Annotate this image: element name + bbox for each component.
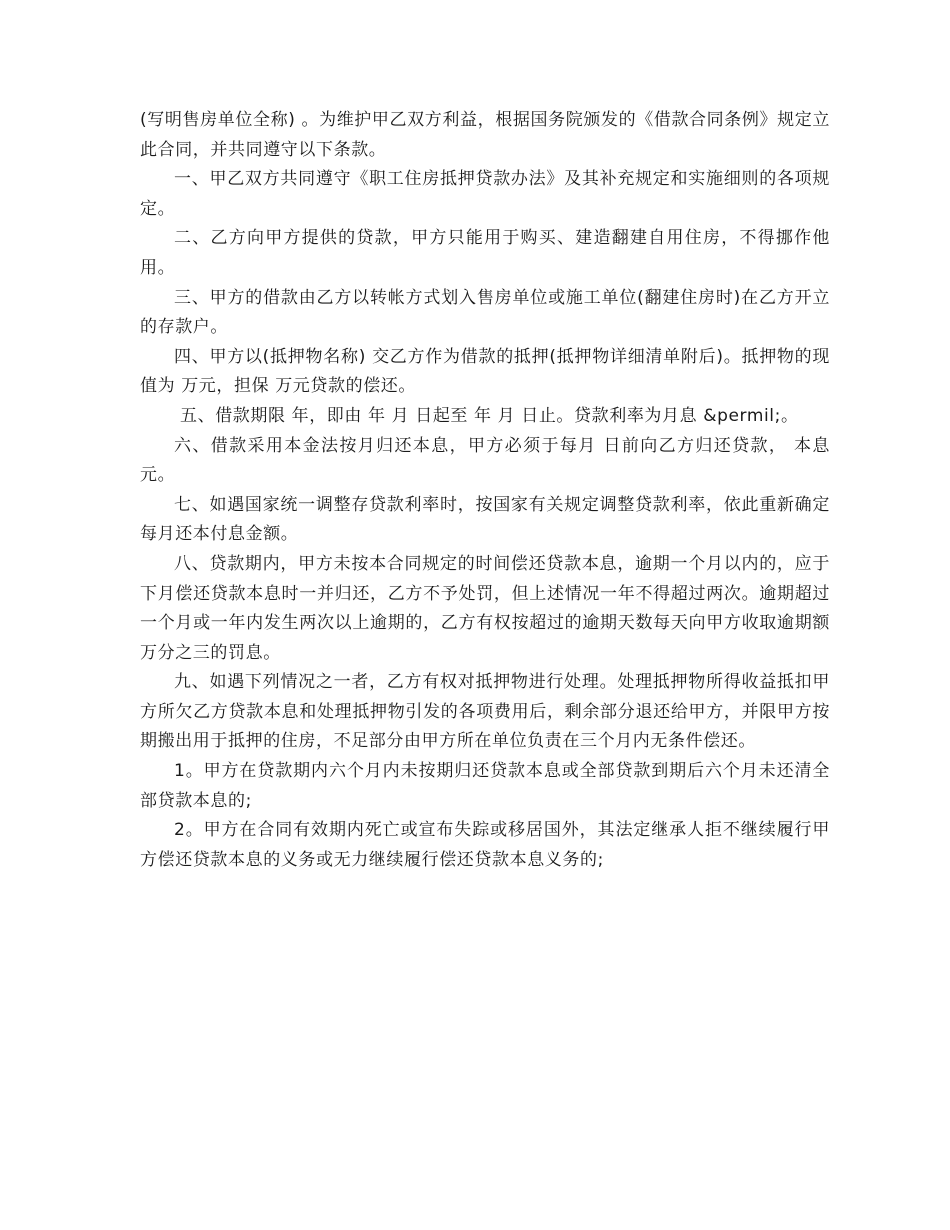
paragraph-preamble-continuation: (写明售房单位全称) 。为维护甲乙双方利益，根据国务院颁发的《借款合同条例》规定立此合同，并共同遵守以下条款。 [140, 110, 830, 160]
document-body [140, 106, 830, 875]
clause-4: 四、甲方以(抵押物名称) 交乙方作为借款的抵押(抵押物详细清单附后)。抵押物的现值为 万元，担保 万元贷款的偿还。 [140, 346, 830, 397]
clause-8: 八、贷款期内，甲方未按本合同规定的时间偿还贷款本息，逾期一个月以内的，应于下月偿还贷款本息时一并归还，乙方不予处罚，但上述情况一年不得超过两次。逾期超过一个月或一年内发生两次以上逾期的，乙方有权按超过的逾期天数每天向甲方收取逾期额万分之三的罚息。 [140, 553, 830, 663]
sub-clause-2: 2。甲方在合同有效期内死亡或宣布失踪或移居国外，其法定继承人拒不继续履行甲方偿还贷款本息的义务或无力继续履行偿还贷款本息义务的; [140, 820, 830, 870]
clause-2: 二、乙方向甲方提供的贷款，甲方只能用于购买、建造翻建自用住房，不得挪作他用。 [140, 228, 830, 278]
clause-3: 三、甲方的借款由乙方以转帐方式划入售房单位或施工单位(翻建住房时)在乙方开立的存款户。 [140, 287, 830, 338]
clause-7: 七、如遇国家统一调整存贷款利率时，按国家有关规定调整贷款利率，依此重新确定每月还本付息金额。 [140, 494, 830, 545]
clause-5: 五、借款期限 年，即由 年 月 日起至 年 月 日止。贷款利率为月息 &permil;。 [180, 405, 799, 426]
sub-clause-1: 1。甲方在贷款期内六个月内未按期归还贷款本息或全部贷款到期后六个月未还清全部贷款本息的; [140, 761, 830, 811]
clause-6: 六、借款采用本金法按月归还本息，甲方必须于每月 日前向乙方归还贷款， 本息 元。 [140, 435, 830, 486]
clause-9: 九、如遇下列情况之一者，乙方有权对抵押物进行处理。处理抵押物所得收益抵扣甲方所欠乙方贷款本息和处理抵押物引发的各项费用后，剩余部分退还给甲方，并限甲方按期搬出用于抵押的住房，不足部分由甲方所在单位负责在三个月内无条件偿还。 [140, 672, 830, 752]
clause-1: 一、甲乙双方共同遵守《职工住房抵押贷款办法》及其补充规定和实施细则的各项规定。 [140, 169, 830, 219]
